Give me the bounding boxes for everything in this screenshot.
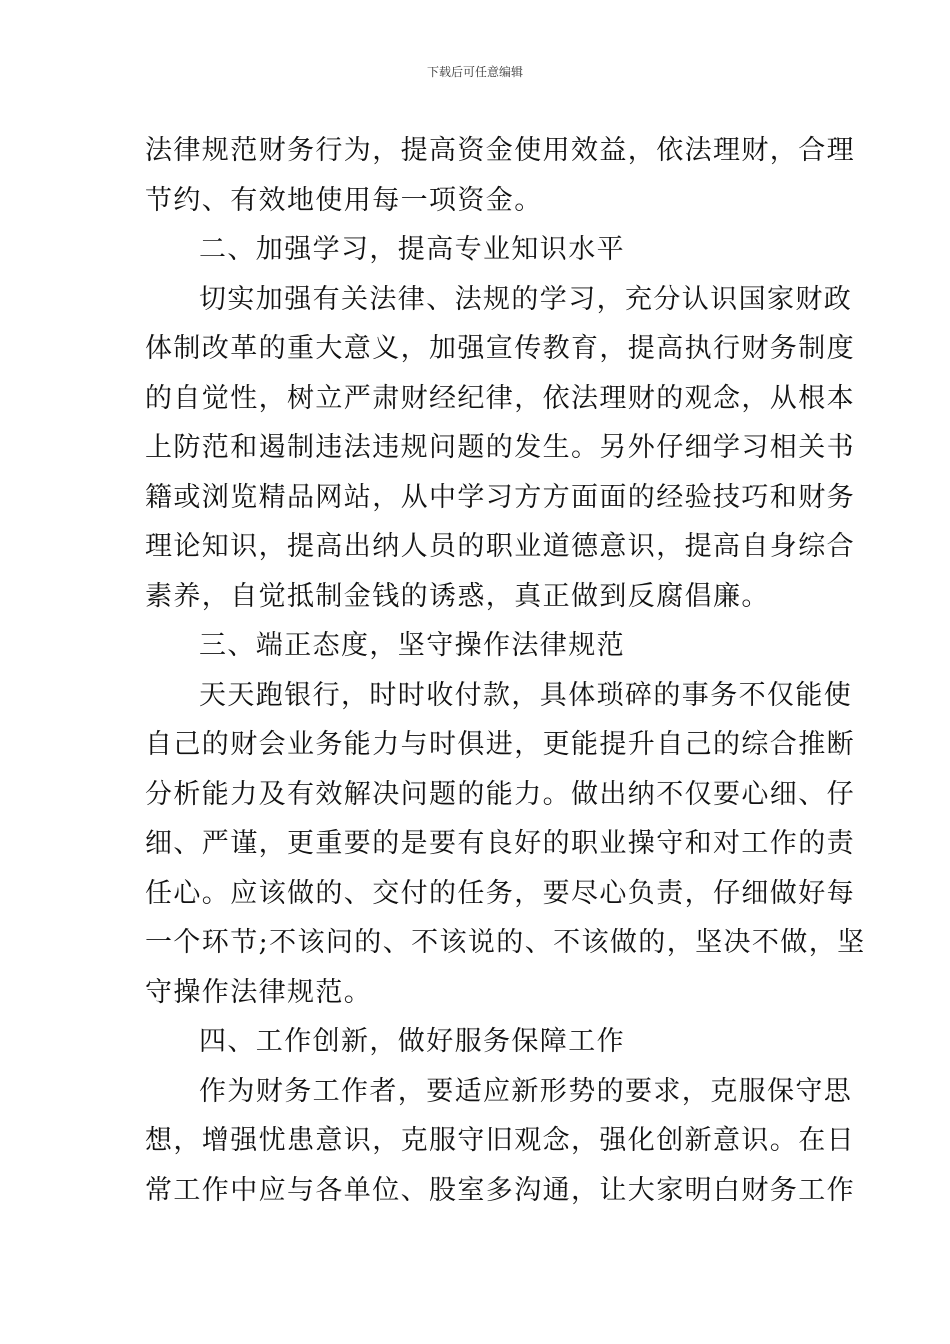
paragraph-line: 天天跑银行，时时收付款，具体琐碎的事务不仅能使 xyxy=(199,679,853,711)
page-header: 下载后可任意编辑 xyxy=(426,65,523,79)
paragraph-line: 体制改革的重大意义，加强宣传教育，提高执行财务制度 xyxy=(145,333,855,364)
paragraph-line: 守操作法律规范。 xyxy=(145,976,373,1008)
paragraph-line: 自己的财会业务能力与时俱进，更能提升自己的综合推断 xyxy=(145,729,855,760)
paragraph-line: 想，增强忧患意识，克服守旧观念，强化创新意识。在日 xyxy=(145,1125,855,1156)
paragraph-line: 上防范和遏制违法违规问题的发生。另外仔细学习相关书 xyxy=(145,432,855,463)
paragraph-line: 节约、有效地使用每一项资金。 xyxy=(145,184,543,216)
paragraph-line: 分析能力及有效解决问题的能力。做出纳不仅要心细、仔 xyxy=(145,778,855,810)
section-heading: 四、工作创新，做好服务保障工作 xyxy=(199,1026,625,1057)
paragraph-line: 细、严谨，更重要的是要有良好的职业操守和对工作的责 xyxy=(145,828,855,859)
section-heading: 二、加强学习，提高专业知识水平 xyxy=(199,234,625,265)
paragraph-line: 理论知识，提高出纳人员的职业道德意识，提高自身综合 xyxy=(145,531,855,562)
paragraph-line: 素养，自觉抵制金钱的诱惑，真正做到反腐倡廉。 xyxy=(145,580,770,612)
paragraph-line: 法律规范财务行为，提高资金使用效益，依法理财，合理 xyxy=(145,135,855,166)
paragraph-line: 切实加强有关法律、法规的学习，充分认识国家财政 xyxy=(199,283,853,315)
section-heading: 三、端正态度，坚守操作法律规范 xyxy=(199,630,625,661)
paragraph-line: 一个环节;不该问的、不该说的、不该做的，坚决不做，坚 xyxy=(145,927,866,958)
paragraph-line: 作为财务工作者，要适应新形势的要求，克服保守思 xyxy=(199,1075,853,1107)
document-body xyxy=(145,126,866,1215)
paragraph-line: 任心。应该做的、交付的任务，要尽心负责，仔细做好每 xyxy=(145,877,855,909)
paragraph-line: 籍或浏览精品网站，从中学习方方面面的经验技巧和财务 xyxy=(145,481,855,513)
paragraph-line: 常工作中应与各单位、股室多沟通，让大家明白财务工作 xyxy=(145,1174,855,1206)
paragraph-line: 的自觉性，树立严肃财经纪律，依法理财的观念，从根本 xyxy=(145,382,855,414)
